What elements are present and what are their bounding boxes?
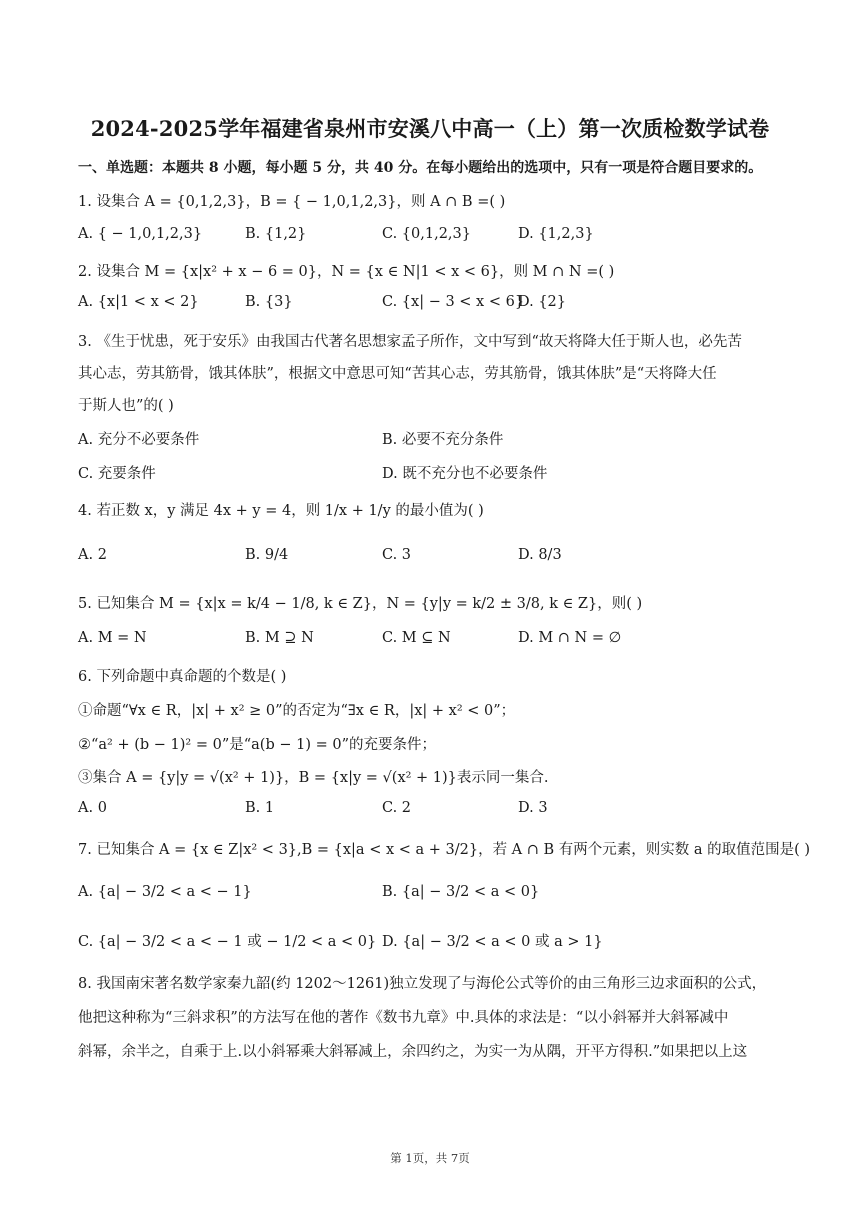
q5-option-b: B. M ⊇ N xyxy=(245,630,314,646)
q7-option-a: A. {a| − 3/2 < a < − 1} xyxy=(78,884,252,900)
q2-option-d: D. {2} xyxy=(518,294,567,310)
q5-option-c: C. M ⊆ N xyxy=(382,630,451,646)
q1-option-a: A. { − 1,0,1,2,3} xyxy=(78,226,203,242)
question-3-stem-line-3: 于斯人也”的( ) xyxy=(78,398,174,414)
q7-option-d: D. {a| − 3/2 < a < 0 或 a > 1} xyxy=(382,934,603,950)
q6-option-a: A. 0 xyxy=(78,800,107,816)
q6-option-d: D. 3 xyxy=(518,800,548,816)
q2-option-a: A. {x|1 < x < 2} xyxy=(78,294,199,310)
q6-option-c: C. 2 xyxy=(382,800,412,816)
q4-option-b: B. 9/4 xyxy=(245,547,289,563)
question-6-statement-3: ③集合 A = {y|y = √(x² + 1)}，B = {x|y = √(x² + 1)}表示同一集合. xyxy=(78,770,549,786)
q3-option-b: B. 必要不充分条件 xyxy=(382,432,504,448)
question-8-stem-line-2: 他把这种称为“三斜求积”的方法写在他的著作《数书九章》中.具体的求法是：“以小斜幂并大斜幂减中 xyxy=(78,1010,729,1026)
q2-option-c: C. {x| − 3 < x < 6} xyxy=(382,294,525,310)
q7-option-c: C. {a| − 3/2 < a < − 1 或 − 1/2 < a < 0} xyxy=(78,934,377,950)
q5-option-d: D. M ∩ N = ∅ xyxy=(518,630,622,646)
q3-option-d: D. 既不充分也不必要条件 xyxy=(382,466,548,482)
question-4-stem: 4. 若正数 x，y 满足 4x + y = 4，则 1/x + 1/y 的最小值为( ) xyxy=(78,503,484,519)
q1-option-d: D. {1,2,3} xyxy=(518,226,594,242)
q5-option-a: A. M = N xyxy=(78,630,147,646)
q2-option-b: B. {3} xyxy=(245,294,293,310)
question-6-statement-1: ①命题“∀x ∈ R，|x| + x² ≥ 0”的否定为“∃x ∈ R，|x| + x² < 0”； xyxy=(78,703,516,719)
page-title: 2024-2025学年福建省泉州市安溪八中高一（上）第一次质检数学试卷 xyxy=(90,116,770,141)
question-8-stem-line-1: 8. 我国南宋著名数学家秦九韶(约 1202～1261)独立发现了与海伦公式等价的由三角形三边求面积的公式， xyxy=(78,976,767,992)
section-heading: 一、单选题：本题共 8 小题，每小题 5 分，共 40 分。在每小题给出的选项中，只有一项是符合题目要求的。 xyxy=(78,160,763,176)
q1-option-c: C. {0,1,2,3} xyxy=(382,226,471,242)
q3-option-a: A. 充分不必要条件 xyxy=(78,432,200,448)
q3-option-c: C. 充要条件 xyxy=(78,466,156,482)
q4-option-d: D. 8/3 xyxy=(518,547,562,563)
question-6-stem: 6. 下列命题中真命题的个数是( ) xyxy=(78,669,287,685)
question-7-stem: 7. 已知集合 A = {x ∈ Z|x² < 3},B = {x|a < x < a + 3/2}，若 A ∩ B 有两个元素，则实数 a 的取值范围是( ) xyxy=(78,842,811,858)
question-2-stem: 2. 设集合 M = {x|x² + x − 6 = 0}，N = {x ∈ N|1 < x < 6}，则 M ∩ N =( ) xyxy=(78,264,615,280)
question-8-stem-line-3: 斜幂，余半之，自乘于上.以小斜幂乘大斜幂减上，余四约之，为实一为从隅，开平方得积.”如果把以上这 xyxy=(78,1044,748,1060)
page-footer: 第 1页，共 7页 xyxy=(390,1151,470,1165)
q1-option-b: B. {1,2} xyxy=(245,226,307,242)
q6-option-b: B. 1 xyxy=(245,800,275,816)
question-1-stem: 1. 设集合 A = {0,1,2,3}，B = { − 1,0,1,2,3}，则 A ∩ B =( ) xyxy=(78,194,506,210)
q4-option-a: A. 2 xyxy=(78,547,107,563)
question-3-stem-line-1: 3. 《生于忧患，死于安乐》由我国古代著名思想家孟子所作，文中写到“故天将降大任于斯人也，必先苦 xyxy=(78,334,742,350)
q7-option-b: B. {a| − 3/2 < a < 0} xyxy=(382,884,540,900)
q4-option-c: C. 3 xyxy=(382,547,412,563)
question-6-statement-2: ②“a² + (b − 1)² = 0”是“a(b − 1) = 0”的充要条件； xyxy=(78,737,436,753)
question-3-stem-line-2: 其心志，劳其筋骨，饿其体肤”，根据文中意思可知“苦其心志，劳其筋骨，饿其体肤”是“天将降大任 xyxy=(78,366,717,382)
question-5-stem: 5. 已知集合 M = {x|x = k/4 − 1/8, k ∈ Z}，N = {y|y = k/2 ± 3/8, k ∈ Z}，则( ) xyxy=(78,596,643,612)
